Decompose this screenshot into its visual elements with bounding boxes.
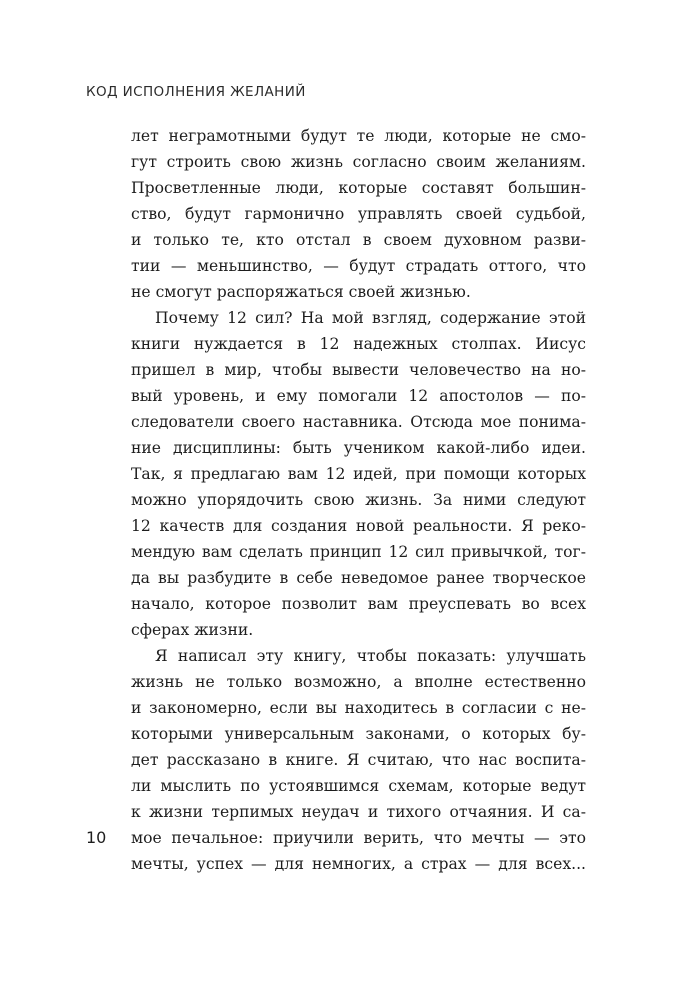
- text-line: дет рассказано в книге. Я считаю, что нас воспита-: [131, 751, 586, 769]
- text-line: Так, я предлагаю вам 12 идей, при помощи которых: [131, 465, 586, 483]
- text-line: да вы разбудите в себе неведомое ранее творческое: [131, 569, 586, 587]
- text-line: книги нуждается в 12 надежных столпах. Иисус: [131, 335, 586, 353]
- text-line: сферах жизни.: [131, 621, 254, 639]
- text-line: которыми универсальным законами, о которых бу-: [131, 725, 586, 743]
- text-line: начало, которое позволит вам преуспевать во всех: [131, 595, 586, 613]
- paragraph-3: [131, 643, 586, 877]
- text-line: Я написал эту книгу, чтобы показать: улучшать: [155, 647, 586, 665]
- text-line: и закономерно, если вы находитесь в согласии с не-: [131, 699, 586, 717]
- text-line: вый уровень, и ему помогали 12 апостолов — по-: [131, 387, 586, 405]
- paragraph-1: [131, 123, 586, 305]
- text-line: к жизни терпимых неудач и тихого отчаяния. И са-: [131, 803, 586, 821]
- text-line: можно упорядочить свою жизнь. За ними следуют: [131, 491, 586, 509]
- text-line: Почему 12 сил? На мой взгляд, содержание этой: [155, 309, 586, 327]
- text-line: 12 качеств для создания новой реальности. Я реко-: [131, 517, 586, 535]
- text-line: и только те, кто отстал в своем духовном разви-: [131, 231, 586, 249]
- text-line: следователи своего наставника. Отсюда мое понима-: [131, 413, 586, 431]
- page-number: 10: [86, 828, 107, 847]
- text-line: тии — меньшинство, — будут страдать оттого, что: [131, 257, 586, 275]
- text-line: ние дисциплины: быть учеником какой-либо идеи.: [131, 439, 586, 457]
- text-line: жизнь не только возможно, а вполне естественно: [131, 673, 586, 691]
- text-line: ство, будут гармонично управлять своей судьбой,: [131, 205, 586, 223]
- text-line: пришел в мир, чтобы вывести человечество на но-: [131, 361, 586, 379]
- body-text: [131, 123, 586, 877]
- text-line: мечты, успех — для немногих, а страх — для всех...: [131, 855, 586, 873]
- text-line: лет неграмотными будут те люди, которые не смо-: [131, 127, 586, 145]
- text-line: мендую вам сделать принцип 12 сил привычкой, тог-: [131, 543, 586, 561]
- paragraph-2: [131, 305, 586, 643]
- running-header: КОД ИСПОЛНЕНИЯ ЖЕЛАНИЙ: [86, 84, 306, 100]
- text-line: мое печальное: приучили верить, что мечты — это: [131, 829, 586, 847]
- text-line: гут строить свою жизнь согласно своим желаниям.: [131, 153, 586, 171]
- text-line: ли мыслить по устоявшимся схемам, которые ведут: [131, 777, 586, 795]
- text-line: Просветленные люди, которые составят большин-: [131, 179, 586, 197]
- text-line: не смогут распоряжаться своей жизнью.: [131, 283, 471, 301]
